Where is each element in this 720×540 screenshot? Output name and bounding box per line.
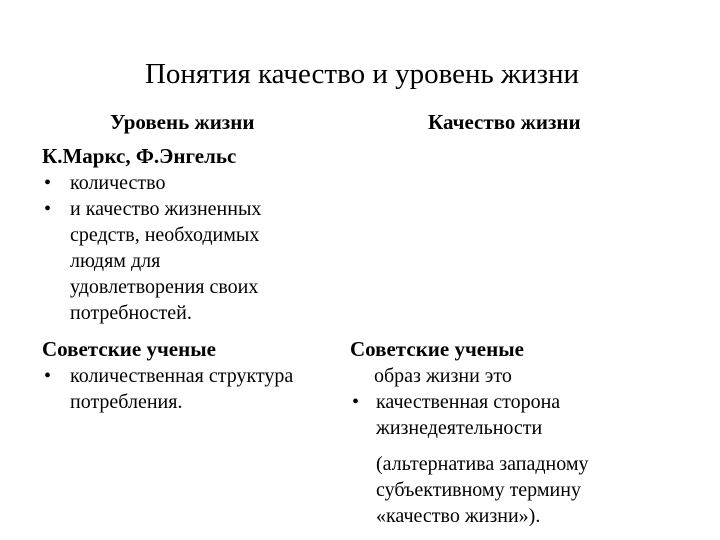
list-item: количество: [70, 172, 166, 194]
intro-text: образ жизни это: [374, 365, 512, 387]
list-item-line: качественная сторона: [376, 391, 561, 413]
bullet-icon: •: [44, 365, 52, 387]
slide-title: Понятия качество и уровень жизни: [144, 58, 580, 90]
note-line: субъективному термину: [376, 479, 581, 501]
right-column-heading: Качество жизни: [428, 110, 581, 134]
list-item-line: и качество жизненных: [70, 198, 262, 220]
note-line: (альтернатива западному: [376, 453, 589, 475]
note-line: «качество жизни»).: [376, 505, 541, 527]
bullet-icon: •: [44, 172, 52, 194]
list-item-line: потребностей.: [70, 302, 192, 324]
list-item-line: потребления.: [70, 391, 183, 413]
list-item-line: жизнедеятельности: [376, 417, 543, 439]
list-item-line: удовлетворения своих: [70, 276, 259, 298]
bullet-icon: •: [44, 198, 52, 220]
marx-engels-heading: К.Маркс, Ф.Энгельс: [42, 144, 237, 168]
soviet-scientists-heading-left: Советские ученые: [42, 337, 216, 361]
soviet-scientists-heading-right: Советские ученые: [350, 337, 524, 361]
list-item-line: людям для: [70, 250, 161, 272]
left-column-heading: Уровень жизни: [110, 110, 255, 134]
bullet-icon: •: [352, 391, 360, 413]
list-item-line: количественная структура: [70, 365, 294, 387]
list-item-line: средств, необходимых: [70, 224, 260, 246]
